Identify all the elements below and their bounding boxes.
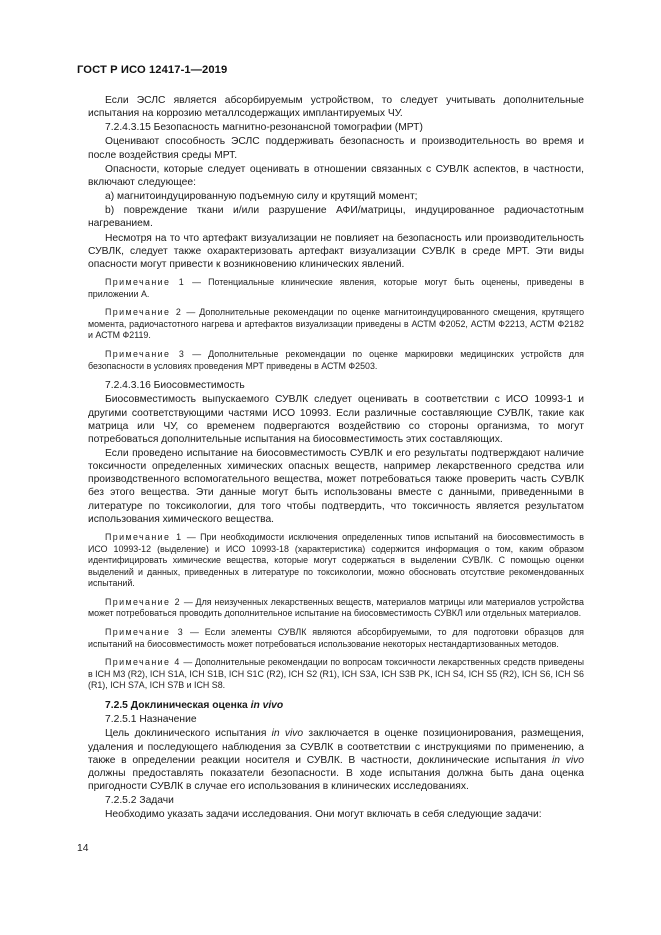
paragraph: Биосовместимость выпускаемого СУВЛК следует оценивать в соответствии с ИСО 10993-1 и другими соответствующими частями ИСО 10993. Если различные составляющие СУВЛК, такие как матрица или ЧУ, со временем подвергаются воздействию со стороны организма, то могут потребоваться дополнительные испытания на биосовместимость этих составляющих. bbox=[88, 394, 584, 445]
note-text: — Дополнительные рекомендации по оценке магнитоиндуцированного смещения, крутящего момента, радиочастотного нагрева и артефактов визуализации приведены в АСТМ Ф2052, АСТМ Ф2213, АСТМ Ф2182 и АСТМ Ф2119. bbox=[88, 307, 585, 341]
note-label: Примечание 1 bbox=[105, 531, 183, 542]
section-heading-italic: in vivo bbox=[250, 700, 284, 712]
paragraph bbox=[88, 727, 584, 793]
subsection-heading: 7.2.4.3.16 Биосовместимость bbox=[105, 380, 245, 392]
note bbox=[88, 657, 584, 692]
note bbox=[88, 532, 584, 590]
section-heading-text: 7.2.5 Доклиническая оценка bbox=[105, 700, 251, 712]
note-label: Примечание 2 bbox=[105, 596, 181, 607]
note bbox=[88, 349, 584, 372]
note-text: — Если элементы СУВЛК являются абсорбируемыми, то для подготовки образцов для испытаний на биосовместимость может потребоваться использование некоторых нестандартизованных методов. bbox=[88, 627, 584, 649]
section-heading bbox=[88, 699, 584, 712]
document-body bbox=[88, 94, 584, 822]
paragraph: Опасности, которые следует оценивать в отношении связанных с СУВЛК аспектов, в частности, включают следующее: bbox=[88, 163, 584, 188]
list-item: a) магнитоиндуцированную подъемную силу и крутящий момент; bbox=[105, 191, 418, 203]
paragraph-text: заключается в оценке позиционирования, размещения, удаления и последующего наблюдения за СУВЛК в соответствии с инструкциями по применению, а также в определении реакции носителя и СУВЛК. В частности, доклинические испытания bbox=[88, 728, 585, 766]
paragraph: Если ЭСЛС является абсорбируемым устройством, то следует учитывать дополнительные испытания на коррозию металлсодержащих имплантируемых ЧУ. bbox=[88, 95, 584, 120]
note bbox=[88, 307, 584, 342]
note-label: Примечание 3 bbox=[105, 349, 186, 359]
subsection-heading: 7.2.5.1 Назначение bbox=[105, 714, 197, 726]
paragraph-italic: in vivo bbox=[271, 728, 304, 740]
paragraph-text: Цель доклинического испытания bbox=[105, 728, 272, 740]
subsection-heading: 7.2.4.3.15 Безопасность магнитно-резонансной томографии (МРТ) bbox=[105, 122, 423, 134]
note bbox=[88, 627, 584, 650]
note-label: Примечание 4 bbox=[105, 657, 181, 668]
note bbox=[88, 597, 584, 620]
note-label: Примечание 1 bbox=[105, 277, 186, 288]
document-header: ГОСТ Р ИСО 12417-1—2019 bbox=[77, 64, 228, 76]
paragraph-text: должны предоставлять показатели безопасности. В ходе испытания должна быть дана оценка пригодности СУВЛК в случае его использования в клинических исследованиях. bbox=[88, 767, 584, 792]
paragraph: Оценивают способность ЭСЛС поддерживать безопасность и производительность во время и после воздействия среды МРТ. bbox=[88, 136, 584, 161]
note-text: — Дополнительные рекомендации по вопросам токсичности лекарственных средств приведены в ICH M3 (R2), ICH S1A, ICH S1B, ICH S1C (R2), ICH S2 (R1), ICH S3A, ICH S3B PK, ICH S4, ICH S5 (R2), ICH S6, ICH S6 (R1), ICH S7A, ICH S7B и ICH S8. bbox=[88, 657, 584, 691]
subsection-heading: 7.2.5.2 Задачи bbox=[105, 795, 174, 807]
paragraph: Если проведено испытание на биосовместимость СУВЛК и его результаты подтверждают наличие токсичности определенных химических опасных веществ, например лекарственного средства или производственного вспомогательного вещества, может потребоваться также проверить часть СУВЛК без этого вещества. Эти данные могут быть использованы вместе с данными, приведенными в литературе по токсикологии, для того чтобы подтвердить, что токсичность является результатом использования химического вещества. bbox=[88, 447, 584, 525]
note bbox=[88, 277, 584, 300]
note-text: — При необходимости исключения определенных типов испытаний на биосовместимость в ИСО 10993-12 (выделение) и ИСО 10993-18 (характеристика) содержится информация о том, каким образом идентифицировать химические вещества, которые могут содержаться в выделении СУВЛК. С помощью оценки выделений и данных, приведенных в литературе по токсикологии, можно обосновать отсутствие рекомендованных испытаний. bbox=[88, 531, 585, 589]
paragraph: Необходимо указать задачи исследования. Они могут включать в себя следующие задачи: bbox=[105, 809, 542, 821]
paragraph-italic: in vivo bbox=[551, 754, 585, 766]
note-label: Примечание 3 bbox=[105, 627, 185, 638]
list-item: b) повреждение ткани и/или разрушение АФИ/матрицы, индуцированное радиочастотным нагреванием. bbox=[88, 205, 584, 230]
page-number: 14 bbox=[77, 843, 89, 854]
note-text: — Потенциальные клинические явления, которые могут быть оценены, приведены в приложении А. bbox=[88, 277, 584, 299]
note-label: Примечание 2 bbox=[105, 307, 183, 318]
paragraph: Несмотря на то что артефакт визуализации не повлияет на безопасность или производительность СУВЛК, следует также охарактеризовать артефакт визуализации СУВЛК в среде МРТ. Эти виды опасности могут привести к возникновению клинических явлений. bbox=[88, 232, 584, 270]
note-text: — Для неизученных лекарственных веществ, материалов матрицы или материалов устройства может потребоваться проводить дополнительное испытание на биосовместимость СУВКЛ или отдельных материалов. bbox=[88, 596, 584, 619]
note-text: — Дополнительные рекомендации по оценке маркировки медицинских устройств для безопасности в условиях проведения МРТ приведены в АСТМ Ф2503. bbox=[88, 349, 584, 371]
